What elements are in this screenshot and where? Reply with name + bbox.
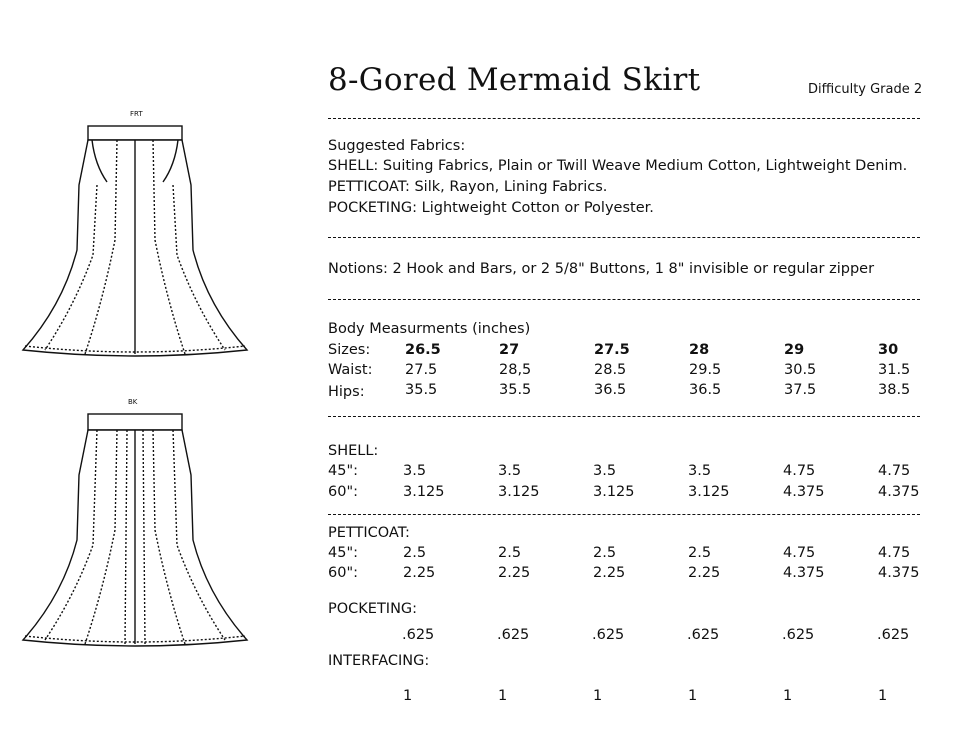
divider [328, 416, 920, 417]
petticoat-60-cell: 2.25 [688, 565, 721, 581]
hips-cell: 36.5 [689, 382, 722, 398]
waist-cell: 27.5 [405, 362, 438, 378]
shell-45-cell: 4.75 [878, 463, 911, 479]
petticoat-60-cell: 4.375 [783, 565, 825, 581]
shell-60-cell: 4.375 [783, 484, 825, 500]
pocketing-cell: .625 [402, 627, 435, 643]
shell-45-row [328, 463, 928, 483]
back-skirt-drawing [15, 410, 255, 650]
petticoat-60-cell: 4.375 [878, 565, 920, 581]
shell-60-cell: 3.125 [593, 484, 635, 500]
petticoat-60-row [328, 565, 928, 585]
pocketing-cell: .625 [687, 627, 720, 643]
pocketing-cell: .625 [592, 627, 625, 643]
shell-45-cell: 3.5 [403, 463, 427, 479]
shell-45-cell: 3.5 [593, 463, 617, 479]
size-cell: 29 [784, 342, 805, 358]
petticoat-45-cell: 2.5 [403, 545, 427, 561]
petticoat-45-cell: 4.75 [878, 545, 911, 561]
difficulty-grade: Difficulty Grade 2 [808, 82, 923, 97]
fabrics-petticoat: PETTICOAT: Silk, Rayon, Lining Fabrics. [328, 179, 608, 195]
sizes-row [328, 342, 928, 362]
interfacing-cell: 1 [593, 688, 603, 704]
waist-cell: 28.5 [594, 362, 627, 378]
shell-45-cell: 4.75 [783, 463, 816, 479]
pocketing-cell: .625 [497, 627, 530, 643]
shell-60-row [328, 484, 928, 504]
fabrics-pocketing: POCKETING: Lightweight Cotton or Polyester. [328, 200, 654, 216]
page-title: 8-Gored Mermaid Skirt [328, 62, 701, 98]
petticoat-45-cell: 2.5 [688, 545, 712, 561]
waist-cell: 29.5 [689, 362, 722, 378]
pocketing-heading: POCKETING: [328, 601, 418, 617]
interfacing-cell: 1 [688, 688, 698, 704]
waist-cell: 30.5 [784, 362, 817, 378]
body-measurements-heading: Body Measurments (inches) [328, 321, 531, 337]
divider [328, 299, 920, 300]
hips-cell: 38.5 [878, 382, 911, 398]
divider [328, 237, 920, 238]
pocketing-cell: .625 [877, 627, 910, 643]
size-cell: 27.5 [594, 342, 630, 358]
shell-45-cell: 3.5 [498, 463, 522, 479]
petticoat-60-cell: 2.25 [593, 565, 626, 581]
shell-45-cell: 3.5 [688, 463, 712, 479]
shell-heading: SHELL: [328, 443, 379, 459]
interfacing-cell: 1 [403, 688, 413, 704]
interfacing-cell: 1 [783, 688, 793, 704]
width-60-label: 60": [328, 565, 359, 581]
hips-cell: 37.5 [784, 382, 817, 398]
interfacing-row [328, 688, 928, 708]
front-drawing-label: FRT [130, 110, 143, 118]
hips-row [328, 382, 928, 402]
width-45-label: 45": [328, 463, 359, 479]
petticoat-45-row [328, 545, 928, 565]
shell-60-cell: 4.375 [878, 484, 920, 500]
front-skirt-drawing [15, 120, 255, 360]
shell-60-cell: 3.125 [498, 484, 540, 500]
petticoat-45-cell: 2.5 [498, 545, 522, 561]
width-60-label: 60": [328, 484, 359, 500]
hips-cell: 35.5 [499, 382, 532, 398]
fabrics-shell: SHELL: Suiting Fabrics, Plain or Twill Weave Medium Cotton, Lightweight Denim. [328, 158, 908, 174]
pocketing-cell: .625 [782, 627, 815, 643]
width-45-label: 45": [328, 545, 359, 561]
pocketing-row [328, 627, 928, 647]
shell-60-cell: 3.125 [688, 484, 730, 500]
sizes-label: Sizes: [328, 342, 371, 358]
waist-cell: 28,5 [499, 362, 532, 378]
size-cell: 28 [689, 342, 710, 358]
waist-row [328, 362, 928, 382]
size-cell: 30 [878, 342, 899, 358]
shell-60-cell: 3.125 [403, 484, 445, 500]
petticoat-45-cell: 4.75 [783, 545, 816, 561]
petticoat-60-cell: 2.25 [498, 565, 531, 581]
fabrics-heading: Suggested Fabrics: [328, 138, 466, 154]
petticoat-45-cell: 2.5 [593, 545, 617, 561]
hips-cell: 35.5 [405, 382, 438, 398]
divider [328, 118, 920, 119]
interfacing-cell: 1 [498, 688, 508, 704]
hips-label: Hips: [328, 384, 365, 400]
waist-label: Waist: [328, 362, 373, 378]
hips-cell: 36.5 [594, 382, 627, 398]
size-cell: 27 [499, 342, 520, 358]
interfacing-cell: 1 [878, 688, 888, 704]
waist-cell: 31.5 [878, 362, 911, 378]
petticoat-heading: PETTICOAT: [328, 525, 410, 541]
back-drawing-label: BK [128, 398, 138, 406]
size-cell: 26.5 [405, 342, 441, 358]
divider [328, 514, 920, 515]
notions-text: Notions: 2 Hook and Bars, or 2 5/8" Buttons, 1 8" invisible or regular zipper [328, 261, 875, 277]
petticoat-60-cell: 2.25 [403, 565, 436, 581]
interfacing-heading: INTERFACING: [328, 653, 430, 669]
